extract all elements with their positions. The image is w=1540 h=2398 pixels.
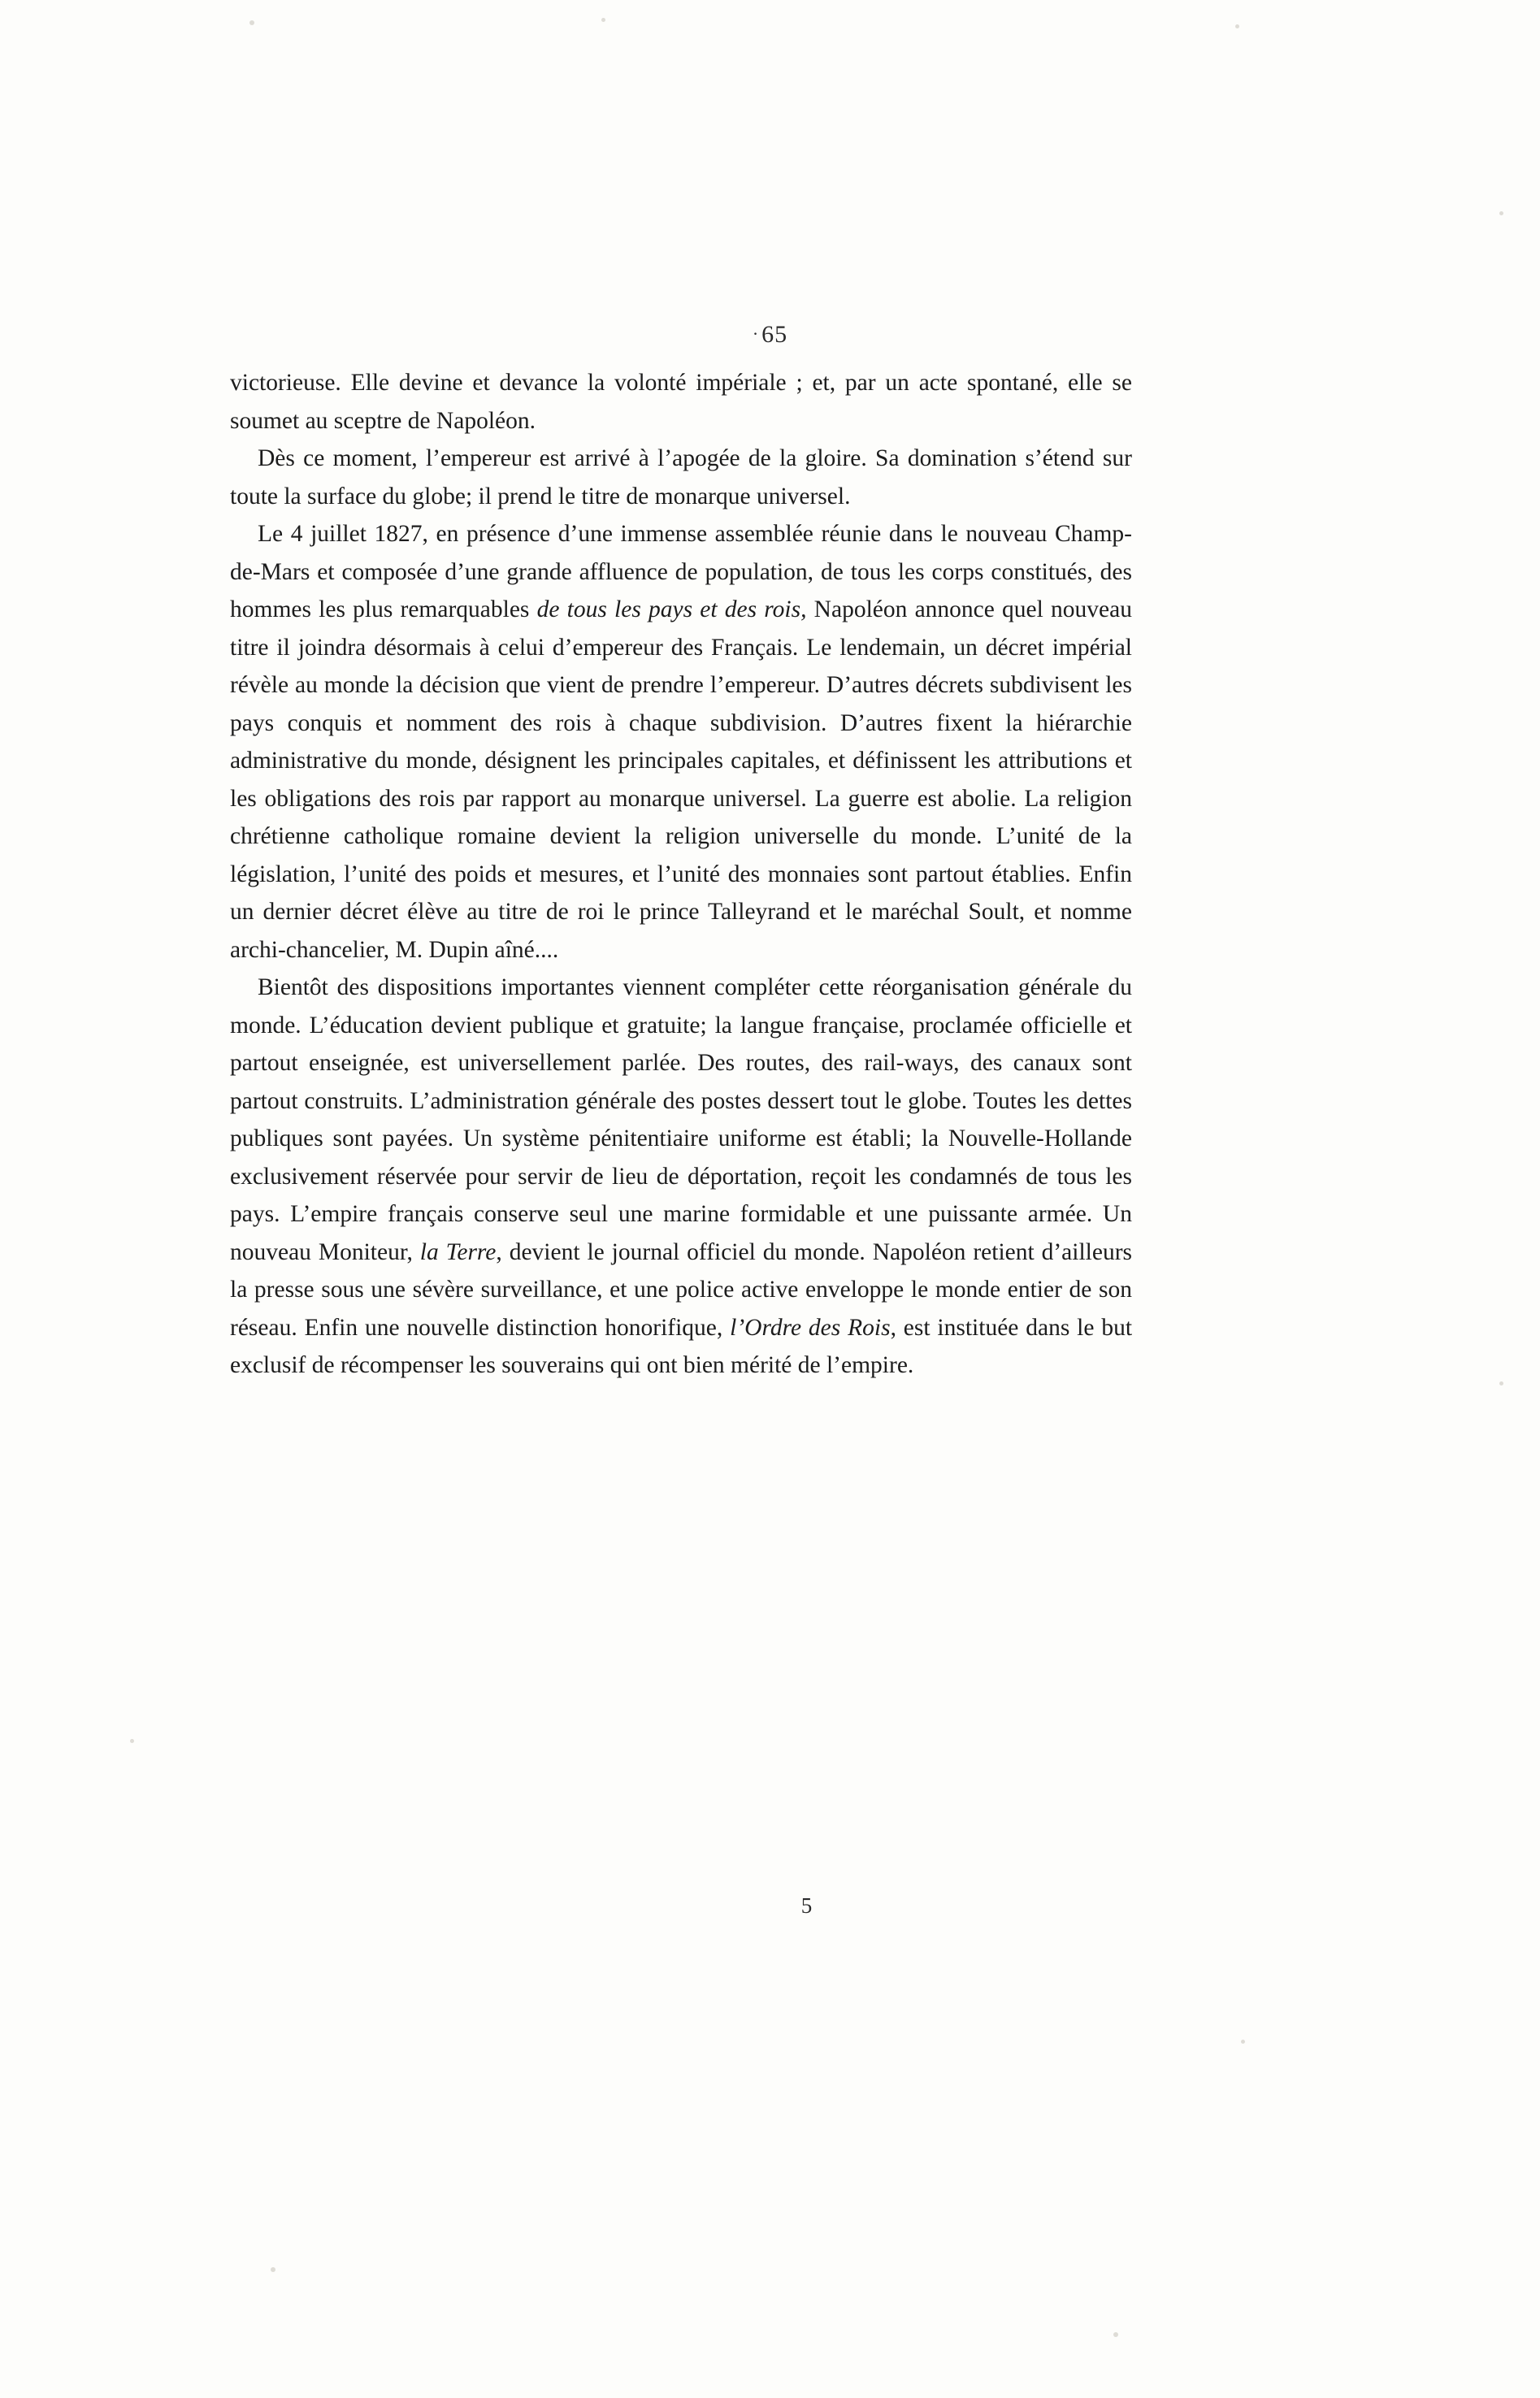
folio-number: 5 [800, 1893, 813, 1918]
scan-speckle [130, 1739, 134, 1743]
folio [0, 1893, 1540, 1919]
body-text [230, 364, 1132, 1385]
scan-speckle [1241, 2040, 1245, 2044]
paragraph: Bientôt des dispositions importantes viennent compléter cette réorganisation générale du monde. L’éducation devient publique et gratuite; la langue française, proclamée officielle et partout enseignée, est universellement parlée. Des routes, des rail-ways, des canaux sont partout construits. L’administration générale des postes dessert tout le globe. Toutes les dettes publiques sont payées. Un système pénitentiaire uniforme est établi; la Nouvelle-Hollande exclusivement réservée pour servir de lieu de déportation, reçoit les condamnés de tous les pays. L’empire français conserve seul une marine formidable et une puissante armée. Un nouveau Moniteur, la Terre, devient le journal officiel du monde. Napoléon retient d’ailleurs la presse sous une sévère surveillance, et une police active enveloppe le monde entier de son réseau. Enfin une nouvelle distinction honorifique, l’Ordre des Rois, est instituée dans le but exclusif de récompenser les souverains qui ont bien mérité de l’empire. [230, 974, 1133, 1378]
page-header-number-value: 65 [761, 321, 788, 348]
page-header-number [0, 321, 1540, 349]
scan-speckle [1235, 24, 1239, 28]
paragraph: victorieuse. Elle devine et devance la volonté impériale ; et, par un acte spontané, elle se soumet au sceptre de Napoléon. [230, 370, 1132, 434]
scan-speckle [1113, 2332, 1118, 2337]
scan-speckle [601, 18, 605, 22]
scan-speckle [249, 20, 254, 25]
paragraph: Dès ce moment, l’empereur est arrivé à l’apogée de la gloire. Sa domination s’étend sur toute la surface du globe; il prend le titre de monarque universel. [230, 445, 1132, 510]
scan-speckle [1499, 211, 1503, 215]
scan-speckle [1499, 1381, 1503, 1385]
header-dot: · [752, 323, 760, 344]
scan-speckle [271, 2267, 275, 2272]
paragraph: Le 4 juillet 1827, en présence d’une immense assemblée réunie dans le nouveau Champ-de-Mars et composée d’une grande affluence de population, de tous les corps constitués, des hommes les plus remarquables de tous les pays et des rois, Napoléon annonce quel nouveau titre il joindra désormais à celui d’empereur des Français. Le lendemain, un décret impérial révèle au monde la décision que vient de prendre l’empereur. D’autres décrets subdivisent les pays conquis et nomment des rois à chaque subdivision. D’autres fixent la hiérarchie administrative du monde, désignent les principales capitales, et définissent les attributions et les obligations des rois par rapport au monarque universel. La guerre est abolie. La religion chrétienne catholique romaine devient la religion universelle du monde. L’unité de la législation, l’unité des poids et mesures, et l’unité des monnaies sont partout établies. Enfin un dernier décret élève au titre de roi le prince Talleyrand et le maréchal Soult, et nomme archi-chancelier, M. Dupin aîné.... [230, 521, 1132, 963]
